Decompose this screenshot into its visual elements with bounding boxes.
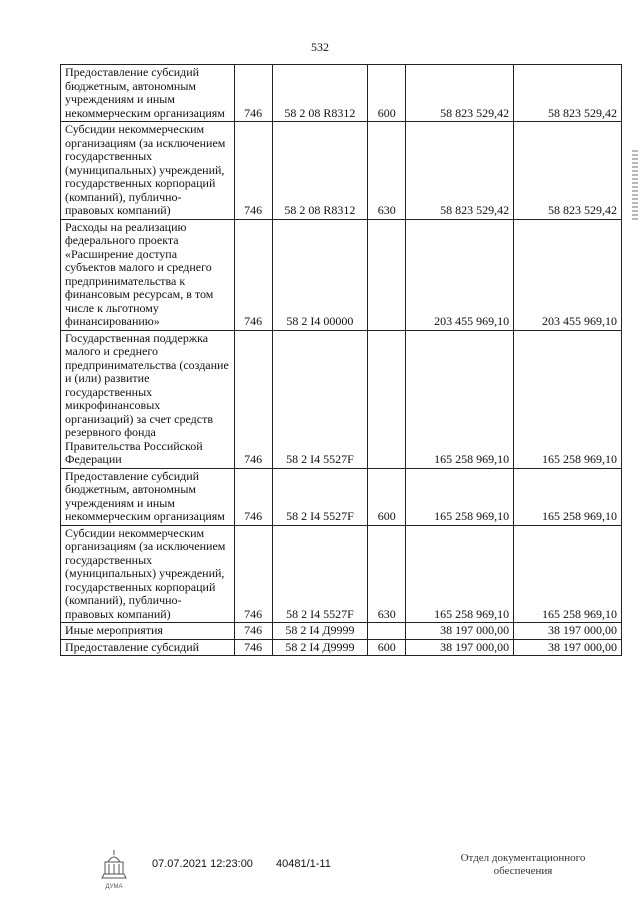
scan-edge-mark (632, 150, 638, 220)
table-row (61, 330, 622, 468)
row-amount-1-cell: 58 823 529,42 (406, 65, 514, 122)
row-code-cell: 746 (234, 623, 272, 640)
row-expense-type-cell (368, 623, 406, 640)
row-code-cell: 746 (234, 65, 272, 122)
row-amount-2-cell: 58 823 529,42 (514, 122, 622, 220)
row-expense-type-cell: 630 (368, 525, 406, 623)
row-amount-1-cell: 165 258 969,10 (406, 468, 514, 525)
row-code-cell: 746 (234, 468, 272, 525)
row-code-cell: 746 (234, 330, 272, 468)
footer-datetime: 07.07.2021 12:23:00 (152, 858, 253, 870)
row-classification-cell: 58 2 I4 5527F (272, 525, 368, 623)
row-amount-2-cell: 165 258 969,10 (514, 525, 622, 623)
row-code-cell: 746 (234, 525, 272, 623)
row-name-cell: Субсидии некоммерческим организациям (за исключением государственных (муниципальных) учреждений, государственных корпораций (компаний), публично-правовых компаний) (61, 122, 235, 220)
row-amount-1-cell: 38 197 000,00 (406, 623, 514, 640)
row-code-cell: 746 (234, 122, 272, 220)
row-amount-1-cell: 203 455 969,10 (406, 219, 514, 330)
row-amount-1-cell: 165 258 969,10 (406, 525, 514, 623)
table-row (61, 65, 622, 122)
footer (0, 848, 640, 898)
row-amount-2-cell: 203 455 969,10 (514, 219, 622, 330)
table-row (61, 122, 622, 220)
row-amount-2-cell: 165 258 969,10 (514, 330, 622, 468)
row-expense-type-cell (368, 330, 406, 468)
row-code-cell: 746 (234, 639, 272, 656)
row-amount-2-cell: 38 197 000,00 (514, 639, 622, 656)
table-row (61, 468, 622, 525)
table-row (61, 525, 622, 623)
row-amount-2-cell: 38 197 000,00 (514, 623, 622, 640)
page-number: 532 (311, 40, 329, 54)
row-name-cell: Государственная поддержка малого и среднего предпринимательства (создание и (или) развитие государственных микрофинансовых организаций) за счет средств резервного фонда Правительства Российской Федерации (61, 330, 235, 468)
row-classification-cell: 58 2 08 R8312 (272, 122, 368, 220)
emblem-text: ДУМА (105, 884, 123, 890)
row-classification-cell: 58 2 I4 00000 (272, 219, 368, 330)
row-expense-type-cell: 600 (368, 65, 406, 122)
row-name-cell: Расходы на реализацию федерального проекта «Расширение доступа субъектов малого и среднего предпринимательства к финансовым ресурсам, в том числе к льготному финансированию» (61, 219, 235, 330)
table-row (61, 219, 622, 330)
duma-emblem-icon (96, 848, 132, 892)
row-amount-2-cell: 165 258 969,10 (514, 468, 622, 525)
row-expense-type-cell: 600 (368, 639, 406, 656)
row-name-cell: Предоставление субсидий (61, 639, 235, 656)
row-name-cell: Иные мероприятия (61, 623, 235, 640)
row-expense-type-cell: 600 (368, 468, 406, 525)
row-classification-cell: 58 2 I4 5527F (272, 330, 368, 468)
table-row (61, 639, 622, 656)
footer-registration-number: 40481/1-11 (276, 858, 331, 870)
row-classification-cell: 58 2 08 R8312 (272, 65, 368, 122)
row-name-cell: Предоставление субсидий бюджетным, автономным учреждениям и иным некоммерческим организациям (61, 65, 235, 122)
footer-department-stamp: Отдел документационного обеспечения (460, 852, 586, 877)
row-classification-cell: 58 2 I4 Д9999 (272, 639, 368, 656)
row-expense-type-cell (368, 219, 406, 330)
row-name-cell: Субсидии некоммерческим организациям (за исключением государственных (муниципальных) учреждений, государственных корпораций (компаний), публично-правовых компаний) (61, 525, 235, 623)
row-classification-cell: 58 2 I4 Д9999 (272, 623, 368, 640)
row-amount-1-cell: 38 197 000,00 (406, 639, 514, 656)
table-row (61, 623, 622, 640)
row-amount-1-cell: 58 823 529,42 (406, 122, 514, 220)
row-classification-cell: 58 2 I4 5527F (272, 468, 368, 525)
row-amount-1-cell: 165 258 969,10 (406, 330, 514, 468)
row-code-cell: 746 (234, 219, 272, 330)
budget-table (60, 64, 622, 656)
row-expense-type-cell: 630 (368, 122, 406, 220)
row-name-cell: Предоставление субсидий бюджетным, автономным учреждениям и иным некоммерческим организациям (61, 468, 235, 525)
row-amount-2-cell: 58 823 529,42 (514, 65, 622, 122)
